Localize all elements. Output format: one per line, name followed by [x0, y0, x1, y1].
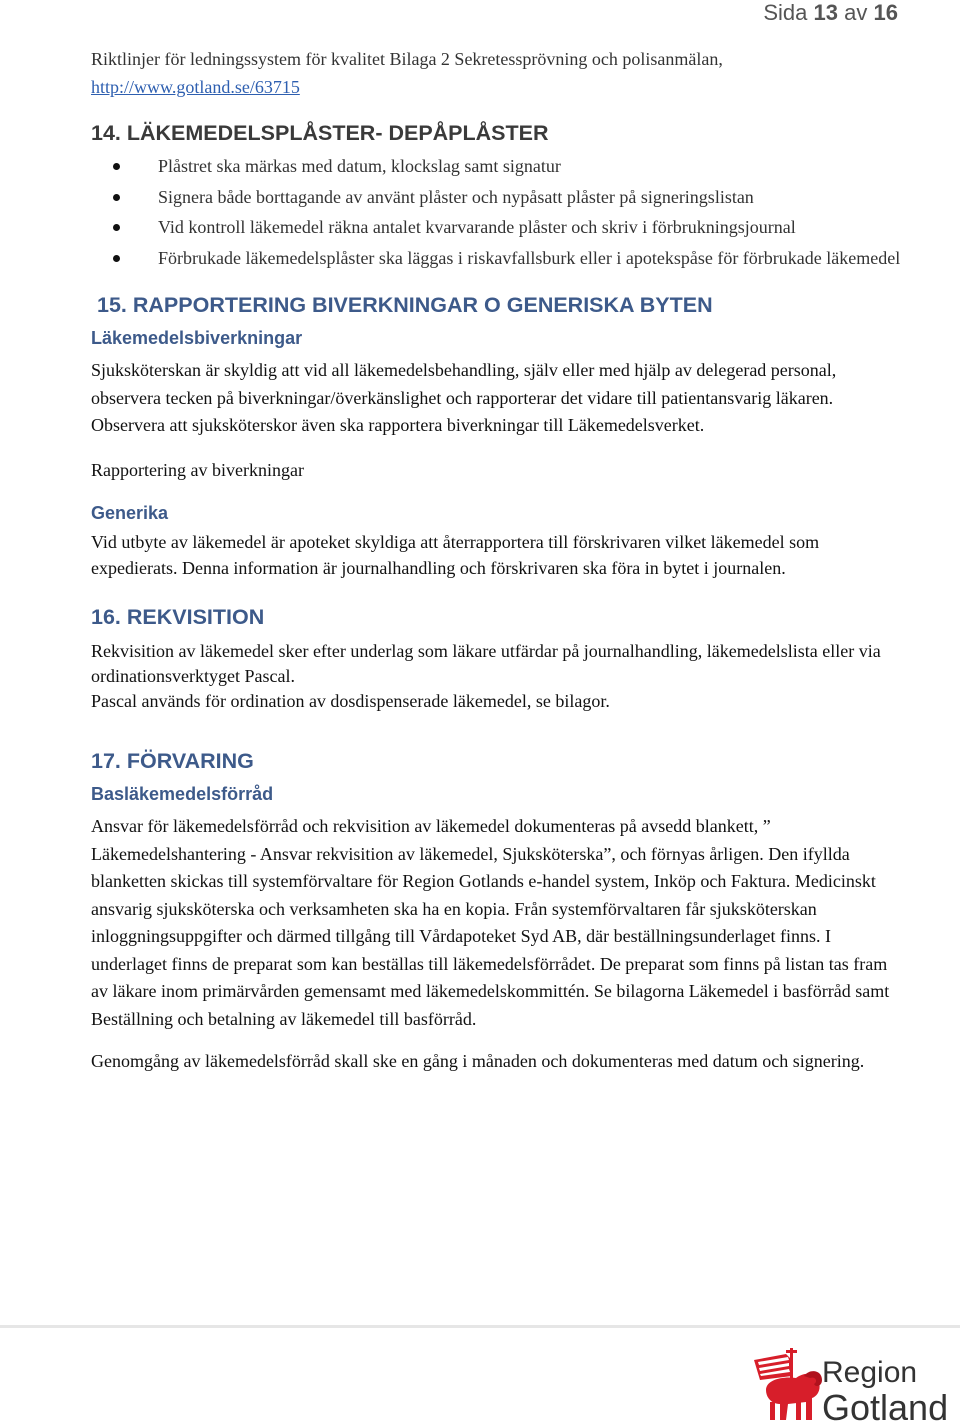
list-item: Vid kontroll läkemedel räkna antalet kvarvarande plåster och skriv i förbrukningsjournal — [91, 212, 901, 243]
footer-divider — [0, 1325, 960, 1328]
logo-gotland-text: Gotland — [822, 1387, 949, 1428]
section-16-title: 16. REKVISITION — [91, 605, 265, 629]
paragraph-forvaring: Ansvar för läkemedelsförråd och rekvisition av läkemedel dokumenteras på avsedd blankett, ” Läkemedelshantering - Ansvar rekvisition av läkemedel, Sjuksköterska”, och förnyas årligen. Den ifyllda blanketten skickas till systemförvaltare för Region Gotlands e-handel system, Inköp och Faktura. Medicinskt ansvarig sjuksköterska och verksamheten ska ha en kopia. Från systemförvaltaren får sjuksköterskan inloggningsuppgifter och därmed tillgång till Vårdapoteket Syd AB, där beställningsunderlaget finns. I underlaget finns de preparat som kan beställas till läkemedelsförrådet. De preparat som finns på listan tas fram av läkare inom primärvården gemensamt med läkemedelskommittén. Se bilagorna Läkemedel i basförråd samt Beställning och betalning av läkemedel till basförråd. — [91, 816, 890, 1029]
paragraph-genomgang: Genomgång av läkemedelsförråd skall ske en gång i månaden och dokumenteras med datum och signering. — [91, 1051, 865, 1071]
bullet-icon — [113, 163, 120, 170]
logo-region-text: Region — [822, 1356, 918, 1389]
paragraph-generika: Vid utbyte av läkemedel är apoteket skyldiga att återrapportera till förskrivaren vilket läkemedel som expedierats. Denna information är journalhandling och förskrivaren ska föra in bytet i journalen. — [91, 532, 820, 578]
list-item: Plåstret ska märkas med datum, klockslag samt signatur — [91, 151, 901, 182]
subheading-biverkningar: Läkemedelsbiverkningar — [91, 328, 303, 348]
section-15-title: 15. RAPPORTERING BIVERKNINGAR O GENERISKA BYTEN — [97, 293, 713, 317]
bullet-icon — [113, 224, 120, 231]
document-body — [91, 46, 901, 1074]
page-separator: av — [844, 0, 868, 25]
page-label: Sida — [763, 0, 808, 25]
subheading-generika: Generika — [91, 503, 169, 523]
paragraph-rekvisition: Rekvisition av läkemedel sker efter underlag som läkare utfärdar på journalhandling, läkemedelslista eller via ordinationsverktyget Pascal. — [91, 641, 881, 686]
intro-paragraph — [91, 46, 901, 101]
bullet-icon — [113, 194, 120, 201]
plaster-list — [91, 151, 901, 273]
paragraph-biverkningar: Sjuksköterskan är skyldig att vid all läkemedelsbehandling, själv eller med hjälp av delegerad personal, observera tecken på biverkningar/överkänslighet och rapporterar det vidare till patientansvarig läkaren. Observera att sjuksköterskor även ska rapportera biverkningar till Läkemedelsverket. — [91, 360, 837, 435]
gotland-ram-icon — [754, 1348, 822, 1420]
section-17-title: 17. FÖRVARING — [91, 749, 254, 773]
bullet-icon — [113, 255, 120, 262]
page-current: 13 — [813, 0, 839, 25]
list-item: Signera både borttagande av använt plåster och nypåsatt plåster på signeringslistan — [91, 182, 901, 213]
gotland-link[interactable]: http://www.gotland.se/63715 — [91, 76, 300, 97]
paragraph-pascal: Pascal används för ordination av dosdispenserade läkemedel, se bilagor. — [91, 691, 610, 711]
page-total: 16 — [873, 0, 898, 25]
subheading-baslakemedelsforrad: Basläkemedelsförråd — [91, 784, 274, 804]
intro-text: Riktlinjer för ledningssystem för kvalitet Bilaga 2 Sekretessprövning och polisanmälan, — [91, 49, 723, 69]
list-item: Förbrukade läkemedelsplåster ska läggas i riskavfallsburk eller i apotekspåse för förbrukade läkemedel — [91, 243, 901, 274]
paragraph-rapportering: Rapportering av biverkningar — [91, 459, 304, 480]
page-number — [763, 0, 898, 26]
section-14-title: 14. LÄKEMEDELSPLÅSTER- DEPÅPLÅSTER — [91, 121, 549, 145]
